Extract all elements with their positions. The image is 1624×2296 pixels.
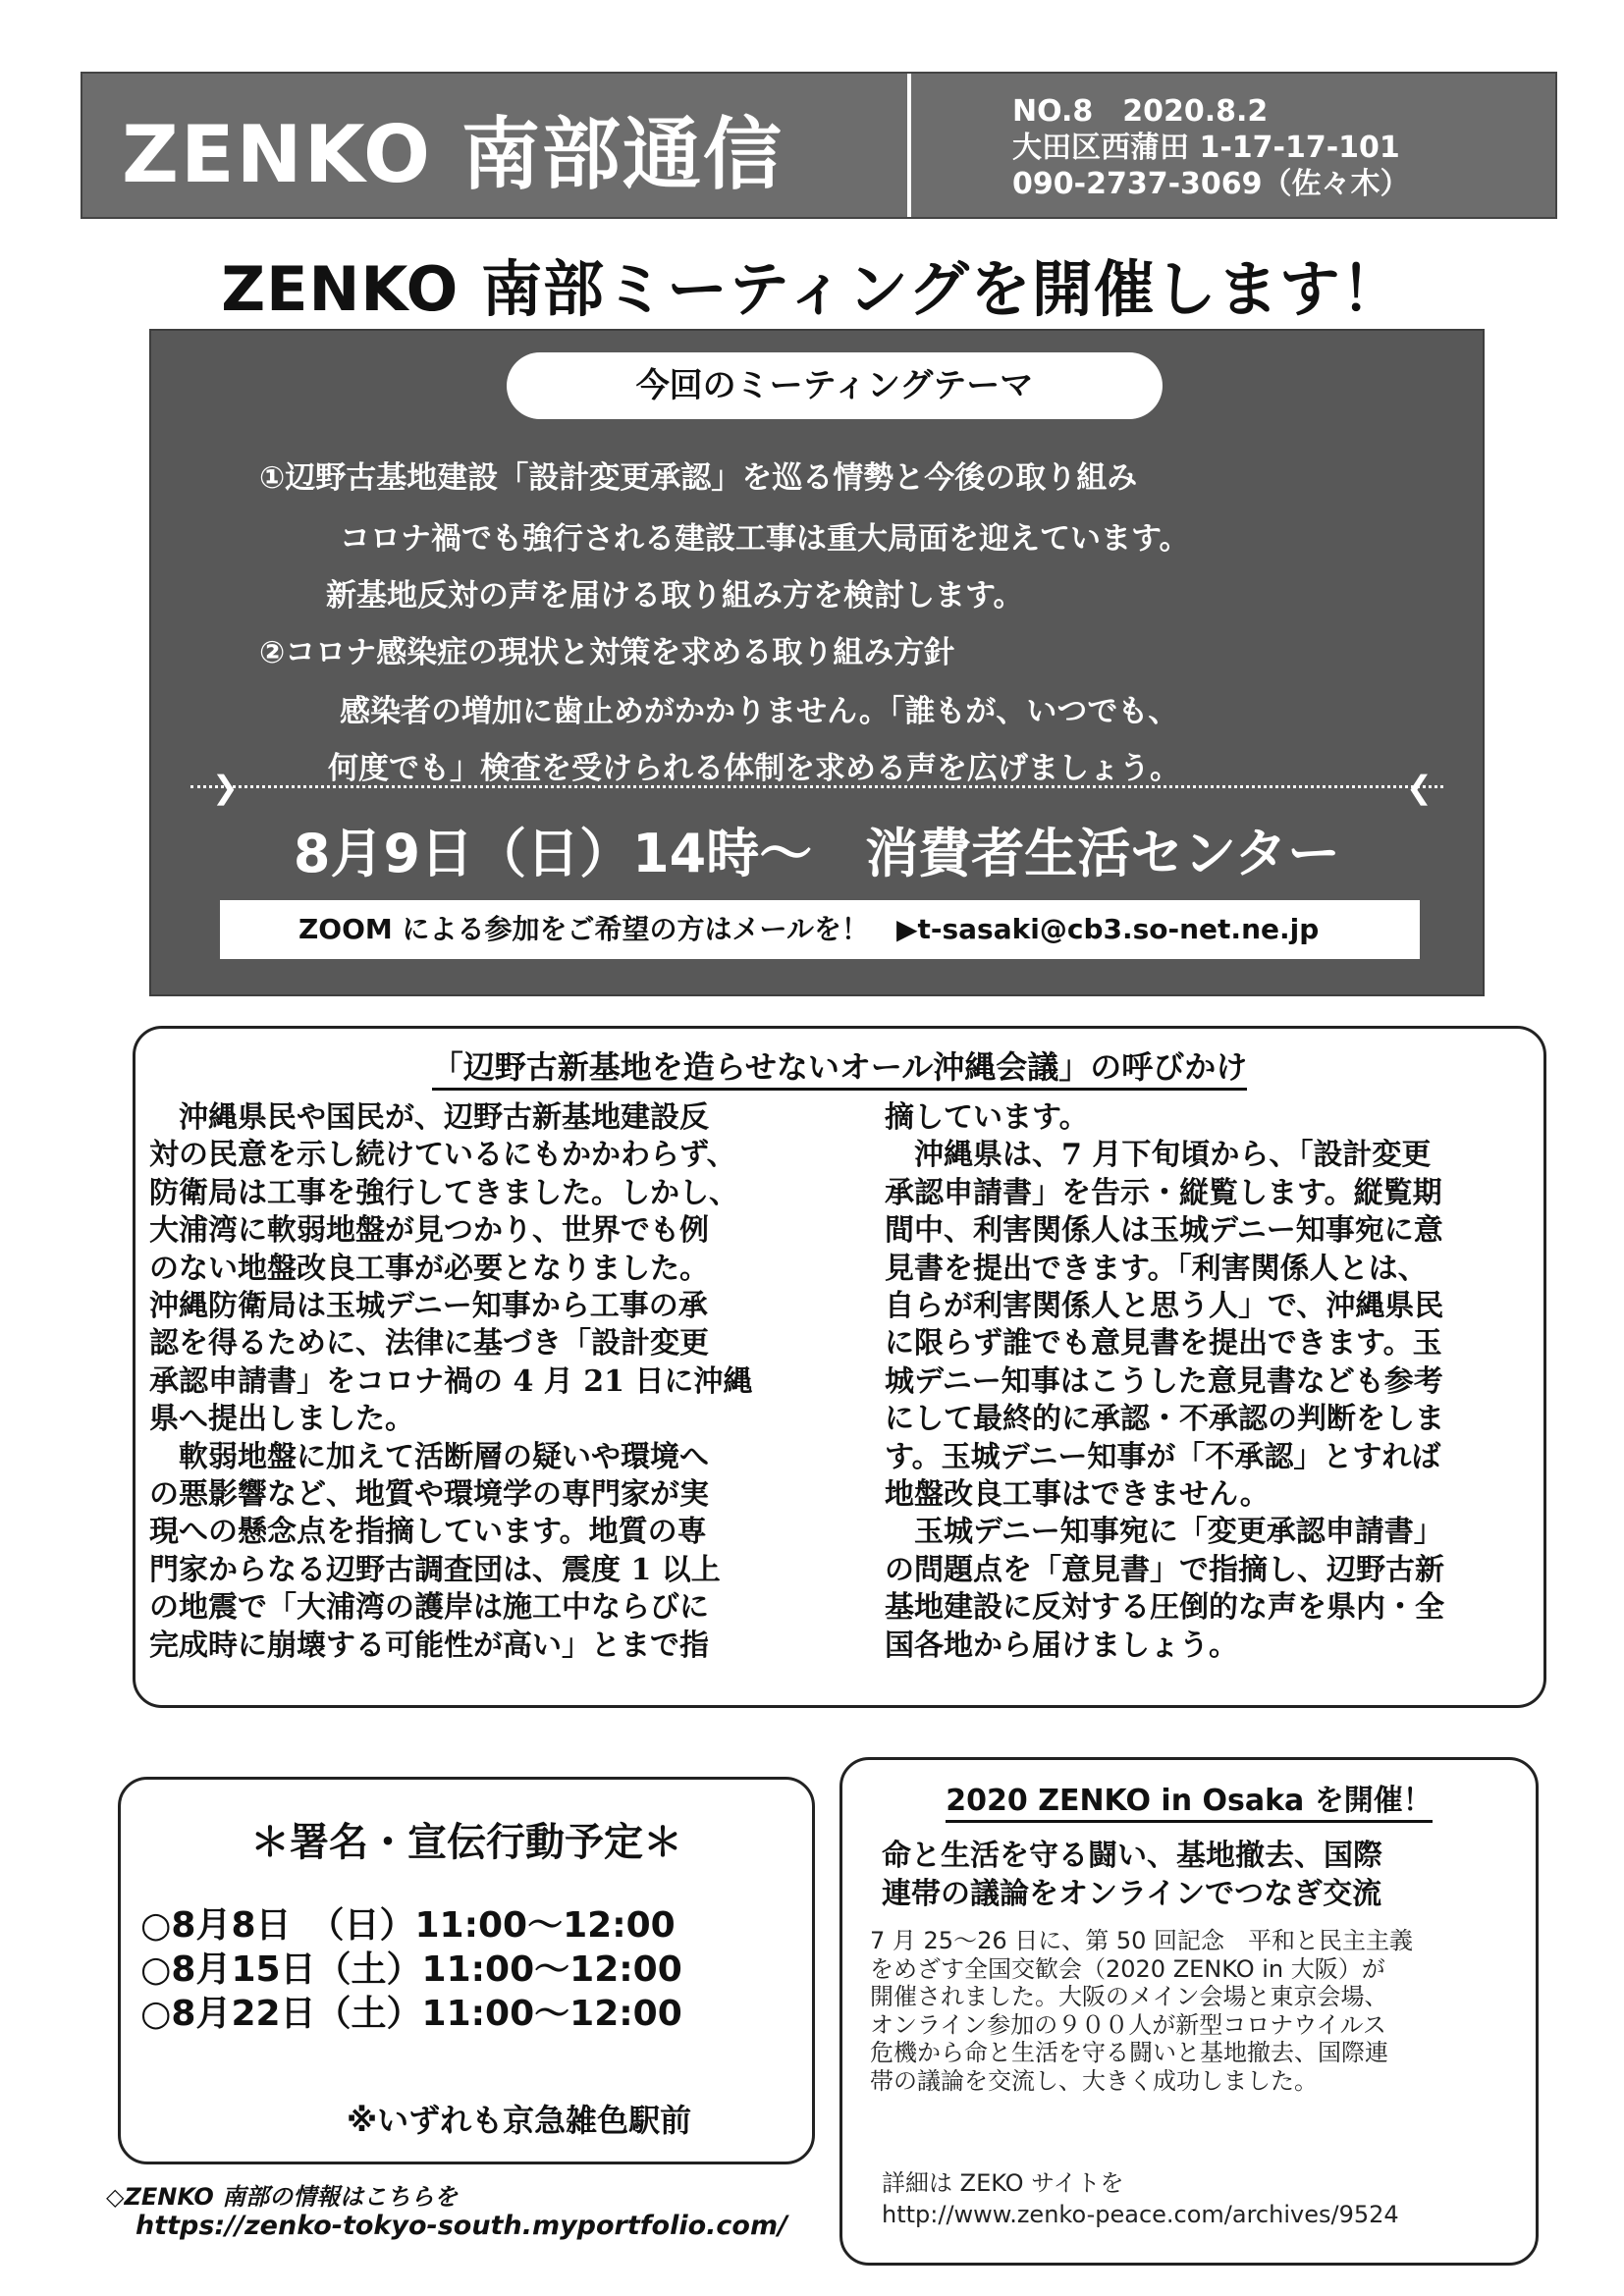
text-line: 認を得るために、法律に基づき「設計変更 [149, 1326, 709, 1362]
appeal-title [135, 1042, 1543, 1088]
text-line: 基地建設に反対する圧倒的な声を県内・全 [885, 1590, 1444, 1626]
agenda-detail: 新基地反対の声を届ける取り組み方を検討します。 [326, 578, 1024, 614]
main-headline: ZENKO 南部ミーティングを開催します！ [221, 253, 1403, 325]
text-line: 軟弱地盤に加えて活断層の疑いや環境へ [149, 1439, 709, 1474]
text-line: 承認申請書」を告示・縦覧します。縦覧期 [885, 1175, 1442, 1210]
schedule-item: ○8月8日 （日）11:00～12:00 [140, 1905, 676, 1946]
text-line: 防衛局は工事を強行してきました。しかし、 [149, 1175, 738, 1210]
okinawa-appeal-box [133, 1026, 1546, 1708]
portfolio-link[interactable]: https://zenko-tokyo-south.myportfolio.com/ [135, 2211, 787, 2241]
text-line: 県へ提出しました。 [149, 1402, 414, 1437]
text-line: 自らが利害関係人と思う人」で、沖縄県民 [885, 1289, 1444, 1324]
text-line: オンライン参加の９００人が新型コロナウイルス [870, 2010, 1386, 2039]
text-line: をめざす全国交歓会（2020 ZENKO in 大阪）が [870, 1954, 1385, 1983]
theme-label: 今回のミーティングテーマ [507, 352, 1163, 419]
text-line: 7 月 25～26 日に、第 50 回記念 平和と民主主義 [870, 1927, 1414, 1954]
text-line: す。玉城デニー知事が「不承認」とすれば [885, 1439, 1441, 1474]
text-line: 帯の議論を交流し、大きく成功しました。 [870, 2066, 1318, 2095]
text-line: 見書を提出できます。「利害関係人とは、 [885, 1251, 1428, 1286]
dotted-divider [190, 785, 1443, 788]
text-line: 危機から命と生活を守る闘いと基地撤去、国際連 [870, 2039, 1388, 2067]
osaka-more-info [882, 2167, 1399, 2230]
osaka-body [870, 1927, 1518, 2096]
osaka-title [842, 1776, 1536, 1819]
masthead-info [1012, 93, 1410, 202]
text-line: にして最終的に承認・不承認の判断をしま [885, 1402, 1444, 1437]
text-line: に限らず誰でも意見書を提出できます。玉 [885, 1326, 1442, 1362]
text-line: 対の民意を示し続けているにもかかわらず、 [149, 1138, 736, 1173]
subtitle-line: 連帯の議論をオンラインでつなぎ交流 [882, 1877, 1382, 1911]
appeal-right-column [885, 1099, 1533, 1665]
issue-number: NO.8 2020.8.2 [1012, 94, 1269, 129]
arrow-right-icon: ❮ [1406, 769, 1433, 806]
address: 大田区西蒲田 1-17-17-101 [1012, 131, 1400, 165]
osaka-subtitle [882, 1837, 1382, 1913]
text-line: 玉城デニー知事宛に「変更承認申請書」 [885, 1515, 1443, 1550]
agenda-item-1: ①辺野古基地建設「設計変更承認」を巡る情勢と今後の取り組み [259, 460, 1138, 496]
text-line: 間中、利害関係人は玉城デニー知事宛に意 [885, 1213, 1443, 1249]
arrow-left-icon: ❯ [212, 769, 239, 806]
text-line: 沖縄県は、7 月下旬頃から、「設計変更 [885, 1138, 1432, 1173]
text-line: 門家からなる辺野古調査団は、震度 1 以上 [149, 1552, 721, 1587]
osaka-title-text: 2020 ZENKO in Osaka を開催！ [946, 1784, 1432, 1823]
text-line: のない地盤改良工事が必要となりました。 [149, 1251, 709, 1286]
zenko-site-link[interactable]: http://www.zenko-peace.com/archives/9524 [882, 2201, 1399, 2228]
phone-number: 090-2737-3069（佐々木） [1012, 167, 1410, 201]
text-line: 開催されました。大阪のメイン会場と東京会場、 [870, 1983, 1388, 2011]
meeting-datetime: 8月9日（日）14時～ 消費者生活センター [293, 823, 1341, 884]
agenda-detail: 感染者の増加に歯止めがかかりません。「誰もが、いつでも、 [340, 694, 1179, 729]
zoom-note: ZOOM による参加をご希望の方はメールを！ ▶t-sasaki@cb3.so-net.ne.jp [220, 900, 1420, 959]
schedule-location-note: ※いずれも京急雑色駅前 [347, 2102, 692, 2139]
agenda-detail: コロナ禍でも強行される建設工事は重大局面を迎えています。 [340, 521, 1190, 557]
text-line: 大浦湾に軟弱地盤が見つかり、世界でも例 [149, 1213, 709, 1249]
text-line: 地盤改良工事はできません。 [885, 1477, 1270, 1513]
text-line: の地震で「大浦湾の護岸は施工中ならびに [149, 1590, 709, 1626]
newsletter-title: ZENKO 南部通信 [122, 109, 784, 200]
appeal-title-text: 「辺野古新基地を造らせないオール沖縄会議」の呼びかけ [432, 1048, 1247, 1091]
text-line: 沖縄県民や国民が、辺野古新基地建設反 [149, 1100, 709, 1135]
text-line: 承認申請書」をコロナ禍の 4 月 21 日に沖縄 [149, 1363, 753, 1399]
agenda-detail: 何度でも」検査を受けられる体制を求める声を広げましょう。 [328, 751, 1180, 786]
subtitle-line: 命と生活を守る闘い、基地撤去、国際 [882, 1839, 1382, 1873]
text-line: 摘しています。 [885, 1100, 1089, 1135]
text-line: 城デニー知事はこうした意見書なども参考 [885, 1363, 1443, 1399]
text-line: の問題点を「意見書」で指摘し、辺野古新 [885, 1552, 1444, 1587]
schedule-title: ＊署名・宣伝行動予定＊ [250, 1820, 682, 1865]
text-line: の悪影響など、地質や環境学の専門家が実 [149, 1477, 709, 1513]
meeting-box [149, 329, 1485, 996]
text-line: 現への懸念点を指摘しています。地質の専 [149, 1515, 707, 1550]
schedule-item: ○8月22日（土）11:00～12:00 [140, 1994, 682, 2034]
more-info-label: 詳細は ZEKO サイトを [882, 2169, 1124, 2197]
text-line: 国各地から届けましょう。 [885, 1628, 1238, 1663]
schedule-item: ○8月15日（土）11:00～12:00 [140, 1949, 682, 1990]
text-line: 完成時に崩壊する可能性が高い」とまで指 [149, 1628, 709, 1663]
masthead [81, 72, 1557, 219]
schedule-box [118, 1777, 815, 2164]
masthead-divider [907, 74, 911, 217]
info-label: ◇ZENKO 南部の情報はこちらを [106, 2183, 459, 2211]
text-line: 沖縄防衛局は玉城デニー知事から工事の承 [149, 1289, 708, 1324]
appeal-left-column [149, 1099, 797, 1665]
osaka-event-box [839, 1757, 1539, 2266]
agenda-item-2: ②コロナ感染症の現状と対策を求める取り組み方針 [259, 635, 955, 670]
